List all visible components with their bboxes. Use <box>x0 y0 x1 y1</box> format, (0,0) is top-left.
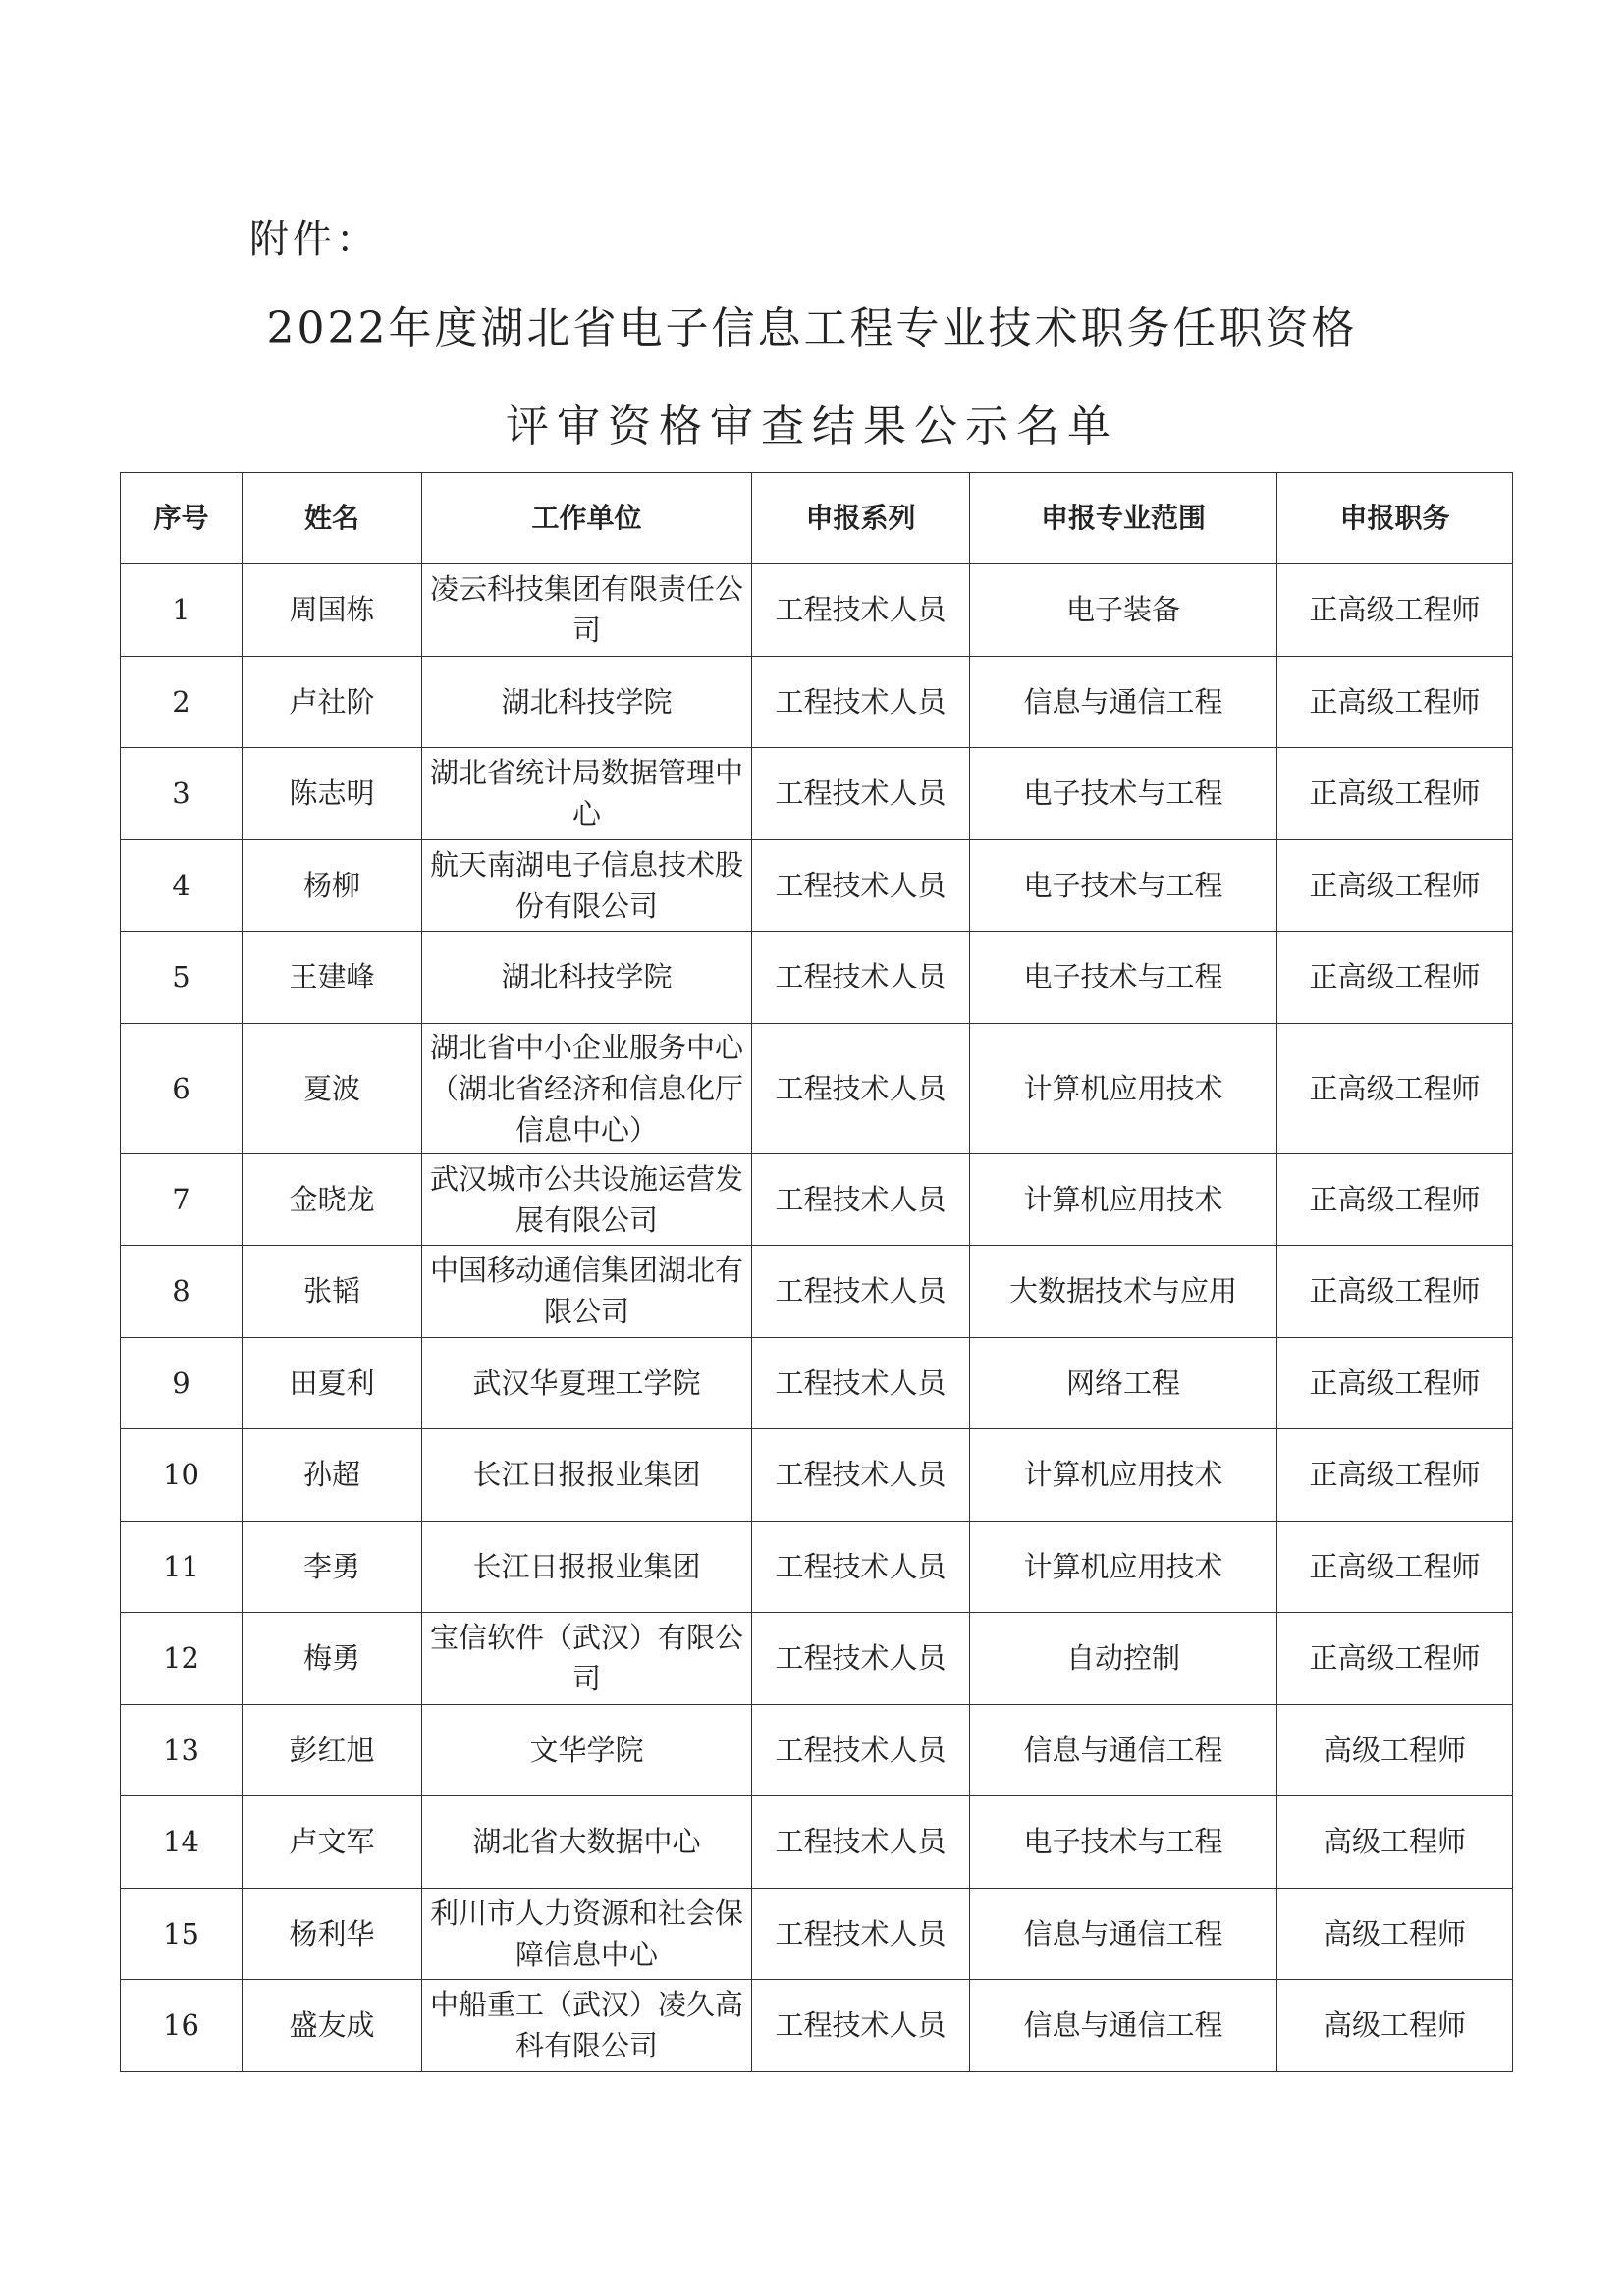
cell-series: 工程技术人员 <box>752 839 970 932</box>
cell-name: 杨柳 <box>243 839 422 932</box>
cell-position: 高级工程师 <box>1277 1796 1513 1889</box>
cell-scope: 计算机应用技术 <box>970 1521 1277 1613</box>
cell-position: 高级工程师 <box>1277 1704 1513 1796</box>
table-row <box>121 1337 1513 1429</box>
cell-position: 正高级工程师 <box>1277 748 1513 840</box>
cell-unit: 湖北省中小企业服务中心（湖北省经济和信息化厅信息中心） <box>422 1023 752 1153</box>
cell-seq: 5 <box>121 932 243 1024</box>
header-unit: 工作单位 <box>422 473 752 564</box>
cell-series: 工程技术人员 <box>752 1980 970 2072</box>
cell-series: 工程技术人员 <box>752 1521 970 1613</box>
cell-name: 卢社阶 <box>243 656 422 748</box>
page-title-line-2: 评审资格审查结果公示名单 <box>506 401 1118 452</box>
cell-unit: 利川市人力资源和社会保障信息中心 <box>422 1888 752 1980</box>
cell-name: 孙超 <box>243 1429 422 1522</box>
cell-scope: 大数据技术与应用 <box>970 1246 1277 1338</box>
cell-scope: 电子技术与工程 <box>970 1796 1277 1889</box>
cell-position: 正高级工程师 <box>1277 564 1513 657</box>
cell-name: 卢文军 <box>243 1796 422 1889</box>
cell-seq: 8 <box>121 1246 243 1338</box>
cell-name: 李勇 <box>243 1521 422 1613</box>
cell-name: 夏波 <box>243 1023 422 1153</box>
cell-unit: 长江日报报业集团 <box>422 1429 752 1522</box>
cell-unit: 湖北科技学院 <box>422 932 752 1024</box>
attachment-label: 附件： <box>249 217 379 262</box>
table-row <box>121 656 1513 748</box>
cell-position: 正高级工程师 <box>1277 1521 1513 1613</box>
cell-unit: 湖北省大数据中心 <box>422 1796 752 1889</box>
cell-scope: 信息与通信工程 <box>970 1980 1277 2072</box>
header-name: 姓名 <box>243 473 422 564</box>
cell-seq: 6 <box>121 1023 243 1153</box>
table-row <box>121 1153 1513 1246</box>
cell-series: 工程技术人员 <box>752 564 970 657</box>
header-row <box>121 473 1513 564</box>
cell-scope: 信息与通信工程 <box>970 1888 1277 1980</box>
cell-position: 正高级工程师 <box>1277 1246 1513 1338</box>
cell-series: 工程技术人员 <box>752 1429 970 1522</box>
cell-unit: 长江日报报业集团 <box>422 1521 752 1613</box>
table-row <box>121 1888 1513 1980</box>
cell-position: 正高级工程师 <box>1277 839 1513 932</box>
cell-series: 工程技术人员 <box>752 1613 970 1705</box>
cell-position: 高级工程师 <box>1277 1888 1513 1980</box>
cell-series: 工程技术人员 <box>752 1246 970 1338</box>
cell-series: 工程技术人员 <box>752 1023 970 1153</box>
results-table <box>120 472 1513 2072</box>
header-scope: 申报专业范围 <box>970 473 1277 564</box>
cell-seq: 14 <box>121 1796 243 1889</box>
cell-name: 彭红旭 <box>243 1704 422 1796</box>
cell-seq: 1 <box>121 564 243 657</box>
cell-unit: 凌云科技集团有限责任公司 <box>422 564 752 657</box>
cell-position: 正高级工程师 <box>1277 1429 1513 1522</box>
cell-unit: 武汉城市公共设施运营发展有限公司 <box>422 1153 752 1246</box>
cell-unit: 中船重工（武汉）凌久高科有限公司 <box>422 1980 752 2072</box>
cell-series: 工程技术人员 <box>752 1796 970 1889</box>
cell-seq: 13 <box>121 1704 243 1796</box>
cell-scope: 计算机应用技术 <box>970 1153 1277 1246</box>
cell-seq: 4 <box>121 839 243 932</box>
cell-seq: 7 <box>121 1153 243 1246</box>
cell-unit: 文华学院 <box>422 1704 752 1796</box>
header-series: 申报系列 <box>752 473 970 564</box>
cell-series: 工程技术人员 <box>752 748 970 840</box>
cell-seq: 9 <box>121 1337 243 1429</box>
cell-series: 工程技术人员 <box>752 1337 970 1429</box>
cell-series: 工程技术人员 <box>752 932 970 1024</box>
cell-scope: 计算机应用技术 <box>970 1023 1277 1153</box>
table-row <box>121 748 1513 840</box>
page-title-line-1: 2022年度湖北省电子信息工程专业技术职务任职资格 <box>266 303 1358 353</box>
cell-position: 正高级工程师 <box>1277 1153 1513 1246</box>
cell-name: 田夏利 <box>243 1337 422 1429</box>
cell-name: 梅勇 <box>243 1613 422 1705</box>
table-body <box>121 564 1513 2072</box>
cell-seq: 11 <box>121 1521 243 1613</box>
header-position: 申报职务 <box>1277 473 1513 564</box>
cell-seq: 15 <box>121 1888 243 1980</box>
cell-seq: 16 <box>121 1980 243 2072</box>
cell-name: 王建峰 <box>243 932 422 1024</box>
cell-scope: 信息与通信工程 <box>970 656 1277 748</box>
cell-position: 正高级工程师 <box>1277 656 1513 748</box>
cell-scope: 电子技术与工程 <box>970 932 1277 1024</box>
cell-seq: 3 <box>121 748 243 840</box>
cell-position: 高级工程师 <box>1277 1980 1513 2072</box>
cell-unit: 湖北省统计局数据管理中心 <box>422 748 752 840</box>
table-row <box>121 839 1513 932</box>
cell-position: 正高级工程师 <box>1277 1613 1513 1705</box>
cell-seq: 2 <box>121 656 243 748</box>
cell-unit: 中国移动通信集团湖北有限公司 <box>422 1246 752 1338</box>
cell-scope: 自动控制 <box>970 1613 1277 1705</box>
table-row <box>121 1796 1513 1889</box>
cell-scope: 计算机应用技术 <box>970 1429 1277 1522</box>
table-row <box>121 1023 1513 1153</box>
cell-unit: 宝信软件（武汉）有限公司 <box>422 1613 752 1705</box>
cell-series: 工程技术人员 <box>752 656 970 748</box>
table-row <box>121 1980 1513 2072</box>
cell-name: 陈志明 <box>243 748 422 840</box>
cell-series: 工程技术人员 <box>752 1153 970 1246</box>
cell-name: 张韬 <box>243 1246 422 1338</box>
cell-scope: 电子技术与工程 <box>970 839 1277 932</box>
cell-name: 盛友成 <box>243 1980 422 2072</box>
table-row <box>121 932 1513 1024</box>
cell-scope: 电子装备 <box>970 564 1277 657</box>
cell-scope: 电子技术与工程 <box>970 748 1277 840</box>
header-seq: 序号 <box>121 473 243 564</box>
cell-name: 周国栋 <box>243 564 422 657</box>
table-row <box>121 1429 1513 1522</box>
table-header <box>121 473 1513 564</box>
table-row <box>121 1246 1513 1338</box>
table-row <box>121 1521 1513 1613</box>
cell-series: 工程技术人员 <box>752 1888 970 1980</box>
cell-seq: 12 <box>121 1613 243 1705</box>
table-row <box>121 564 1513 657</box>
table-row <box>121 1704 1513 1796</box>
cell-position: 正高级工程师 <box>1277 932 1513 1024</box>
cell-scope: 信息与通信工程 <box>970 1704 1277 1796</box>
cell-unit: 航天南湖电子信息技术股份有限公司 <box>422 839 752 932</box>
cell-position: 正高级工程师 <box>1277 1023 1513 1153</box>
table-row <box>121 1613 1513 1705</box>
cell-series: 工程技术人员 <box>752 1704 970 1796</box>
cell-seq: 10 <box>121 1429 243 1522</box>
cell-unit: 湖北科技学院 <box>422 656 752 748</box>
cell-position: 正高级工程师 <box>1277 1337 1513 1429</box>
cell-name: 杨利华 <box>243 1888 422 1980</box>
cell-name: 金晓龙 <box>243 1153 422 1246</box>
cell-unit: 武汉华夏理工学院 <box>422 1337 752 1429</box>
cell-scope: 网络工程 <box>970 1337 1277 1429</box>
